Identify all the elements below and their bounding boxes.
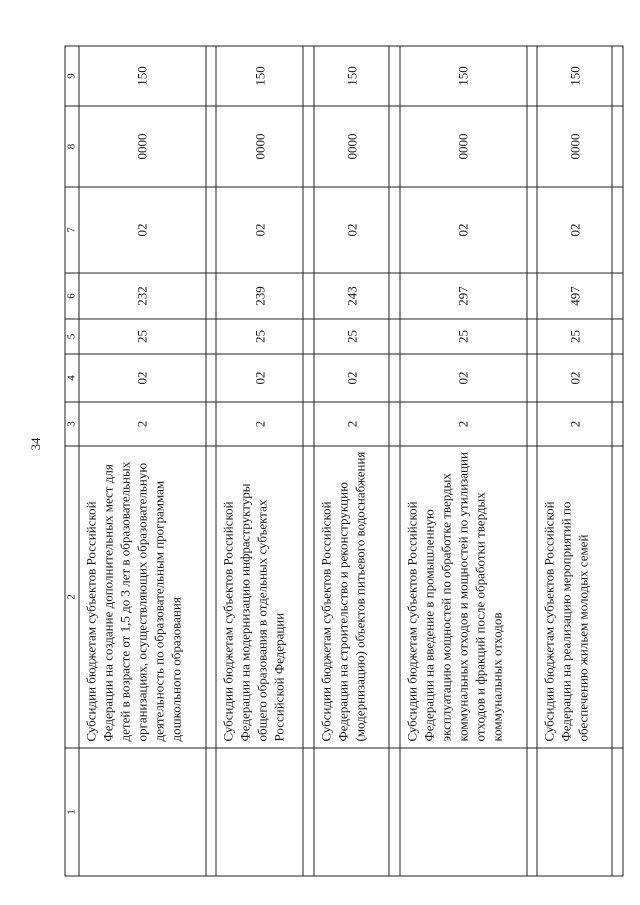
row-gap <box>206 46 217 876</box>
cell-description: Субсидии бюджетам субъектов Российской Федерации на введение в промышленную эксплуатацию мощностей по обработке твердых коммунальных отходов и мощностей по утилизации отходов и фракций после обработки твердых коммунальных отходов <box>400 446 527 748</box>
cell-col-9: 150 <box>79 46 206 106</box>
cell-col-5: 25 <box>79 319 206 354</box>
cell-col-9: 150 <box>216 46 303 106</box>
header-col-2: 2 <box>65 446 79 748</box>
cell-description: Субсидии бюджетам субъектов Российской Федерации на создание дополнительных мест для детей в возрасте от 1,5 до 3 лет в образовательных организациях, осуществляющих образовательную деятельность по образовательным программам дошкольного образования <box>79 446 206 748</box>
cell-col-6: 232 <box>79 273 206 319</box>
cell-col-7: 02 <box>314 187 389 273</box>
cell-col-4: 02 <box>216 354 303 402</box>
cell-col-4: 02 <box>537 354 612 402</box>
cell-col-9: 150 <box>400 46 527 106</box>
cell-col-6: 297 <box>400 273 527 319</box>
cell-col-1 <box>314 748 389 876</box>
header-col-1: 1 <box>65 748 79 876</box>
cell-col-7: 02 <box>537 187 612 273</box>
cell-col-7: 02 <box>216 187 303 273</box>
header-col-9: 9 <box>65 46 79 106</box>
cell-col-4: 02 <box>314 354 389 402</box>
cell-col-3: 2 <box>314 402 389 446</box>
header-col-6: 6 <box>65 273 79 319</box>
row-gap <box>612 46 623 876</box>
row-gap <box>389 46 400 876</box>
table-row <box>79 46 206 876</box>
cell-col-8: 0000 <box>216 106 303 187</box>
cell-description: Субсидии бюджетам субъектов Российской Федерации на строительство и реконструкцию (модернизацию) объектов питьевого водоснабжения <box>314 446 389 748</box>
row-gap <box>527 46 538 876</box>
cell-col-9: 150 <box>537 46 612 106</box>
budget-classification-table <box>65 45 624 876</box>
page-number: 34 <box>28 437 43 451</box>
table-row <box>537 46 612 876</box>
cell-col-6: 497 <box>537 273 612 319</box>
cell-col-5: 25 <box>537 319 612 354</box>
cell-col-7: 02 <box>400 187 527 273</box>
cell-col-5: 25 <box>314 319 389 354</box>
table-header-row <box>65 46 79 876</box>
cell-description: Субсидии бюджетам субъектов Российской Федерации на реализацию мероприятий по обеспечению жильем молодых семей <box>537 446 612 748</box>
cell-col-8: 0000 <box>537 106 612 187</box>
cell-col-4: 02 <box>79 354 206 402</box>
cell-description: Субсидии бюджетам субъектов Российской Федерации на модернизацию инфраструктуры общего образования в отдельных субъектах Российской Федерации <box>216 446 303 748</box>
row-gap <box>303 46 314 876</box>
header-col-8: 8 <box>65 106 79 187</box>
cell-col-5: 25 <box>400 319 527 354</box>
cell-col-1 <box>400 748 527 876</box>
cell-col-8: 0000 <box>79 106 206 187</box>
cell-col-9: 150 <box>314 46 389 106</box>
cell-col-7: 02 <box>79 187 206 273</box>
cell-col-8: 0000 <box>314 106 389 187</box>
cell-col-3: 2 <box>537 402 612 446</box>
cell-col-3: 2 <box>216 402 303 446</box>
cell-col-8: 0000 <box>400 106 527 187</box>
header-col-4: 4 <box>65 354 79 402</box>
header-col-5: 5 <box>65 319 79 354</box>
rotated-table-container <box>65 46 624 876</box>
header-col-7: 7 <box>65 187 79 273</box>
table-row <box>400 46 527 876</box>
cell-col-1 <box>216 748 303 876</box>
cell-col-5: 25 <box>216 319 303 354</box>
cell-col-4: 02 <box>400 354 527 402</box>
table-row <box>314 46 389 876</box>
header-col-3: 3 <box>65 402 79 446</box>
cell-col-6: 239 <box>216 273 303 319</box>
cell-col-1 <box>79 748 206 876</box>
cell-col-6: 243 <box>314 273 389 319</box>
cell-col-3: 2 <box>79 402 206 446</box>
cell-col-3: 2 <box>400 402 527 446</box>
table-row <box>216 46 303 876</box>
cell-col-1 <box>537 748 612 876</box>
